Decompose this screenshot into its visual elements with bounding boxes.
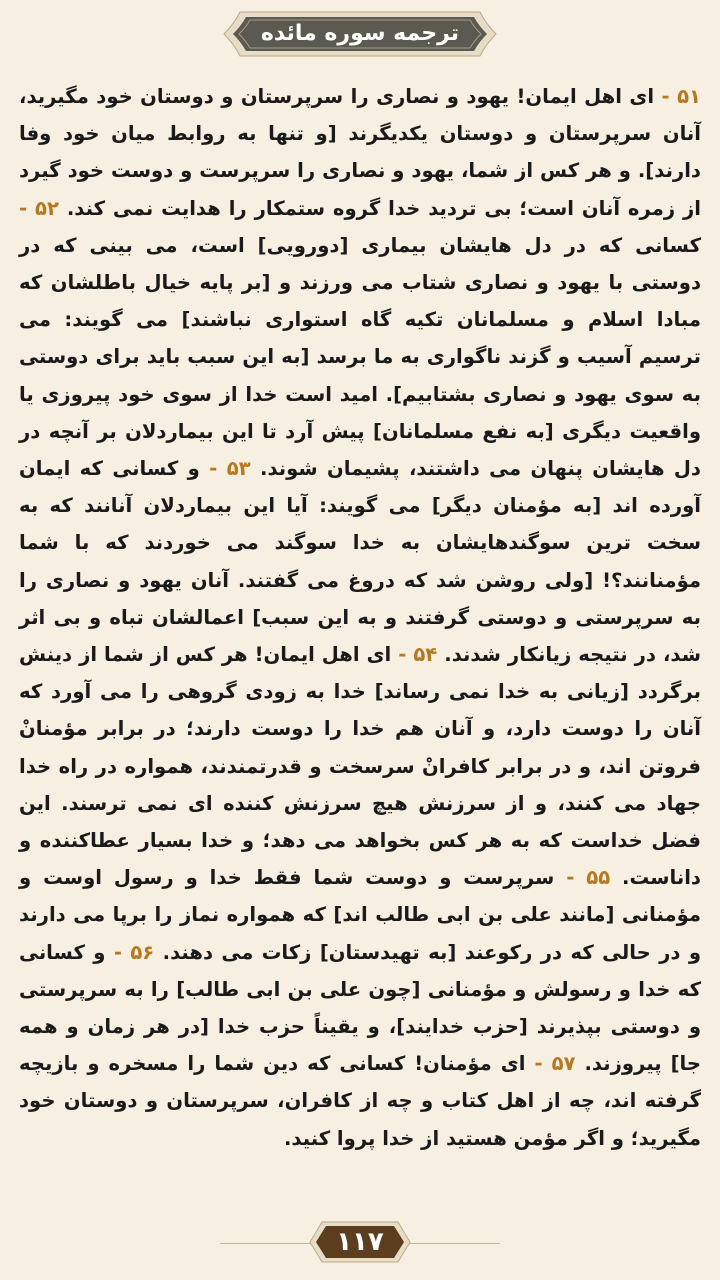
verse-number: ۵۲ [35, 196, 59, 220]
translation-text: ۵۱ - ای اهل ایمان! یهود و نصاری را سرپرستان و دوستان خود مگیرید، آنان سرپرستان و دوستان یکدیگرند [و تنها به روابط میان خود وفا دارند]. و هر کس از شما، یهود و نصاری را سرپرست و دوست خود گیرد از زمره آنان است؛ بی تردید خدا گروه ستمکار را هدایت نمی کند. ۵۲ - کسانی که در دل هایشان بیماری [دورویی] است، می بینی که در دوستی با یهود و نصاری شتاب می ورزند و [بر پایه خیال باطلشان که مبادا اسلام و مسلمانان تکیه گاه استواری نباشند] می گویند: می ترسیم آسیب و گزند ناگواری به ما برسد [به این سبب باید برای دوستی به سوی یهود و نصاری بشتابیم]. امید است خدا از سوی خود پیروزی یا واقعیت دیگری [به نفع مسلمانان] پیش آرد تا این بیماردلان بر آنچه در دل هایشان پنهان می داشتند، پشیمان شوند. ۵۳ - و کسانی که ایمان آورده اند [به مؤمنان دیگر] می گویند: آیا این بیماردلان آنانند که به سخت ترین سوگندهایشان به خدا سوگند می خوردند که با شما مؤمنانند؟! [ولی روشن شد که دروغ می گفتند. آنان یهود و نصاری را به سرپرستی و دوستی گرفتند و به این سبب] اعمالشان تباه و بی اثر شد، در نتیجه زیانکار شدند. ۵۴ - ای اهل ایمان! هر کس از شما از دینش برگردد [زیانی به خدا نمی رساند] خدا به زودی گروهی را می آورد که آنان را دوست دارد، و آنان هم خدا را دوست دارند؛ در برابر مؤمنانْ فروتن اند، و در برابر کافرانْ سرسخت و قدرتمندند، همواره در راه خدا جهاد می کنند، و از سرزنش هیچ سرزنش کننده ای نمی ترسند. این فضل خداست که به هر کس بخواهد می دهد؛ و خدا بسیار عطاکننده و داناست. ۵۵ - سرپرست و دوست شما فقط خدا و رسول اوست و مؤمنانی [مانند علی بن ابی طالب اند] که همواره نماز را برپا می دارند و در حالی که در رکوعند [به تهیدستان] زکات می دهند. ۵۶ - و کسانی که خدا و رسولش و مؤمنانی [چون علی بن ابی طالب] را به سرپرستی و دوستی بپذیرند [حزب خدایند]، و یقیناً حزب خدا [در هر زمان و همه جا] پیروزند. ۵۷ - ای مؤمنان! کسانی که دین شما را مسخره و بازیچه گرفته اند، چه از اهل کتاب و چه از کافران، سرپرستان و دوستان خود مگیرید؛ و اگر مؤمن هستید از خدا پروا کنید. [19, 85, 702, 1150]
verse-text: کسانی که در دل هایشان بیماری [دورویی] است، می بینی که در دوستی با یهود و نصاری شتاب می ورزند و [بر پایه خیال باطلشان که مبادا اسلام و مسلمانان تکیه گاه استواری نباشند] می گویند: می ترسیم آسیب و گزند ناگواری به ما برسد [به این سبب باید برای دوستی به سوی یهود و نصاری بشتابیم]. امید است خدا از سوی خود پیروزی یا واقعیت دیگری [به نفع مسلمانان] پیش آرد تا این بیماردلان بر آنچه در دل هایشان پنهان می داشتند، پشیمان شوند. [19, 233, 701, 481]
verse-number: ۵۵ [586, 866, 611, 890]
verse-text: ای مؤمنان! کسانی که دین شما را مسخره و بازیچه گرفته اند، چه از اهل کتاب و چه از کافران، سرپرستان و دوستان خود مگیرید؛ و اگر مؤمن هستید از خدا پروا کنید. [19, 1052, 701, 1150]
verse-number: ۵۴ [413, 643, 438, 667]
page-number: ۱۱۷ [336, 1227, 384, 1257]
verse-text: ای اهل ایمان! هر کس از شما از دینش برگردد [زیانی به خدا نمی رساند] خدا به زودی گروهی را می آورد که آنان را دوست دارد، و آنان هم خدا را دوست دارند؛ در برابر مؤمنانْ فروتن اند، و در برابر کافرانْ سرسخت و قدرتمندند، همواره در راه خدا جهاد می کنند، و از سرزنش هیچ سرزنش کننده ای نمی ترسند. این فضل خداست که به هر کس بخواهد می دهد؛ و خدا بسیار عطاکننده و داناست. [19, 643, 701, 890]
verse-number: ۵۶ [130, 940, 155, 964]
verse-text: و کسانی که خدا و رسولش و مؤمنانی [چون علی بن ابی طالب] را به سرپرستی و دوستی بپذیرند [حزب خدایند]، و یقیناً حزب خدا [در هر زمان و همه جا] پیروزند. [19, 940, 702, 1076]
verse-number: ۵۷ [551, 1052, 576, 1076]
divider [220, 1243, 312, 1244]
page-number-badge [308, 1218, 412, 1266]
divider [408, 1243, 500, 1244]
verse-text: سرپرست و دوست شما فقط خدا و رسول اوست و مؤمنانی [مانند علی بن ابی طالب اند] که همواره نماز را برپا می دارند و در حالی که در رکوعند [به تهیدستان] زکات می دهند. [19, 866, 702, 964]
verse-text: و کسانی که ایمان آورده اند [به مؤمنان دیگر] می گویند: آیا این بیماردلان آنانند که به سخت ترین سوگندهایشان به خدا سوگند می خوردند که با شما مؤمنانند؟! [ولی روشن شد که دروغ می گفتند. آنان یهود و نصاری را به سرپرستی و دوستی گرفتند و به این سبب] اعمالشان تباه و بی اثر شد، در نتیجه زیانکار شدند. [19, 457, 701, 667]
surah-title-banner [220, 6, 500, 62]
verse-text: ای اهل ایمان! یهود و نصاری را سرپرستان و دوستان خود مگیرید، آنان سرپرستان و دوستان یکدیگرند [و تنها به روابط میان خود وفا دارند]. و هر کس از شما، یهود و نصاری را سرپرست و دوست خود گیرد از زمره آنان است؛ بی تردید خدا گروه ستمکار را هدایت نمی کند. [19, 85, 701, 220]
verse-number: ۵۳ [226, 457, 251, 481]
surah-title: ترجمه سوره مائده [260, 21, 460, 46]
verse-number: ۵۱ [677, 85, 701, 108]
page-footer [0, 1218, 720, 1268]
